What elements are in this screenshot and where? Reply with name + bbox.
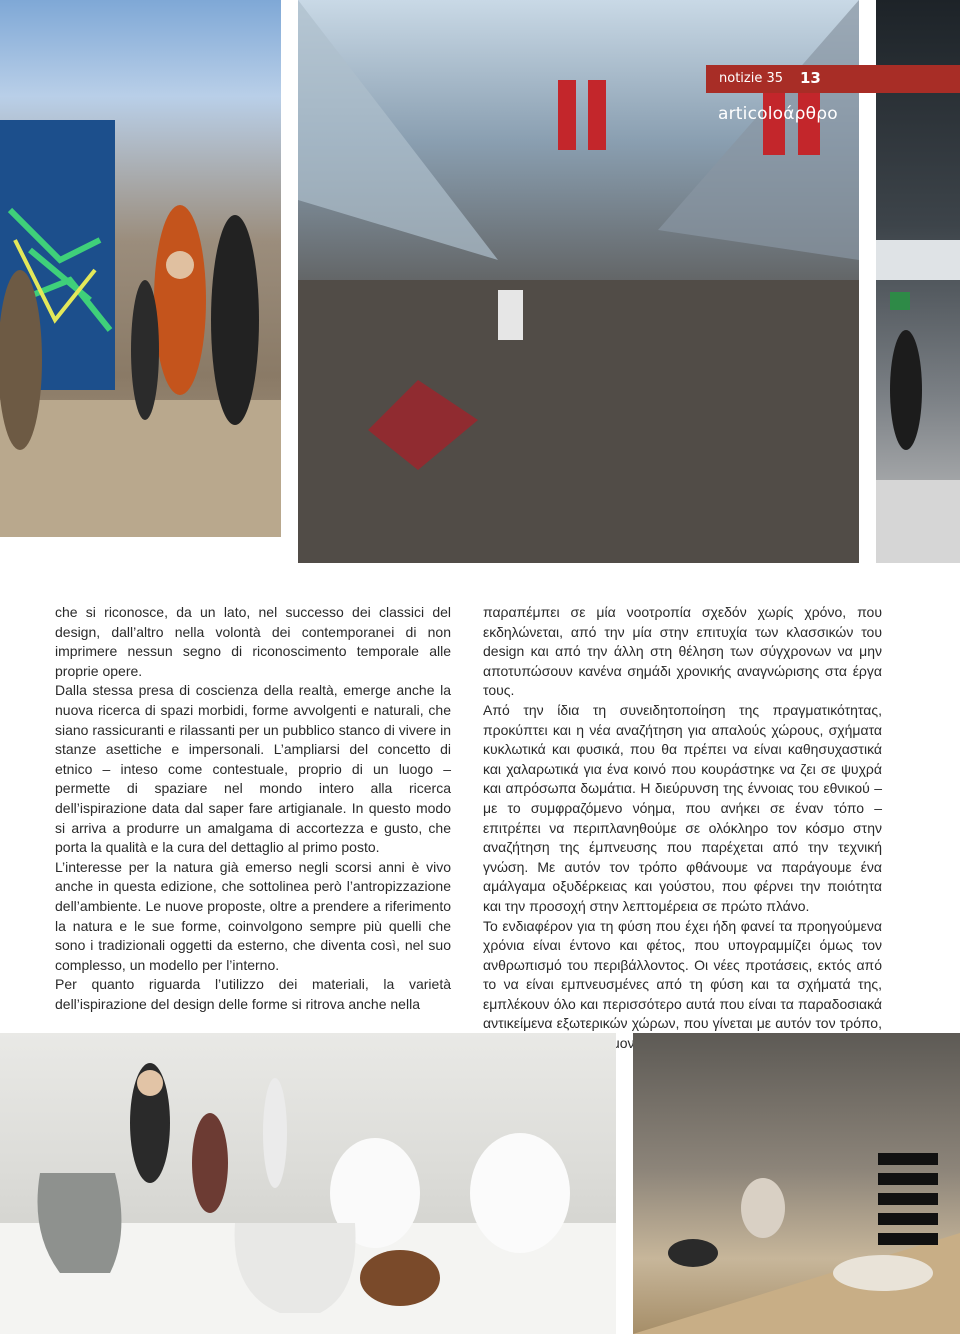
italian-paragraph: L’interesse per la natura già emerso negli scorsi anni è vivo anche in questa edizione, che sottolinea però l’antropizzazione dell’ambiente. Le nuove proposte, oltre a prendere a riferimento la natura e le sue forme, coinvolgono sempre più quelli che sono i tradizionali oggetti da esterno, che diventa così, nel suo complesso, un modello per l’interno. (55, 858, 451, 973)
greek-paragraph: παραπέμπει σε μία νοοτροπία σχεδόν χωρίς χρόνο, που εκδηλώνεται, από την μία στην επιτυχία των κλασσικών του design και από την άλλη στη θέληση των σύγχρονων να μην αποτυπώσουν κανένα σημάδι χρονικής αναγνώρισης στα έργα τους. (483, 604, 882, 699)
article-label: articoloάρθρο (718, 104, 838, 124)
article-italian-column (55, 603, 451, 1014)
page-number: 13 (800, 69, 821, 87)
italian-paragraph: Per quanto riguarda l’utilizzo dei materiali, la varietà dell’ispirazione del design delle forme si ritrova anche nella (55, 976, 451, 1012)
greek-paragraph: Από την ίδια τη συνειδητοποίηση της πραγματικότητας, προκύπτει και η νέα αναζήτηση για απαλούς χώρους, σχήματα κυκλωτικά και φυσικά, που θα πρέπει να είναι καθησυχαστικά και χαλαρωτικά για ένα κοινό που κουράστηκε να ζει σε ψυχρά και απρόσωπα δωμάτια. Η διεύρυνση της έννοιας του εθνικού – με το συμφραζόμενο νόημα, που ανήκει σε έναν τόπο – επιτρέπει να περιπλανηθούμε σε ολόκληρο τον κόσμο στην αναζήτηση της έμπνευσης που παρέχεται από την τεχνική γνώση. Με αυτόν τον τρόπο φθάνουμε να παράγουμε ένα αμάλγαμα οξυδέρκειας και γούστου, που φέρνει την ποιότητα και την προσοχή στην λεπτομέρεια σε πρώτο πλάνο. (483, 701, 882, 914)
photo-striped-ceramics (633, 1033, 960, 1334)
photo-striped-ceramics-graphic (633, 1033, 960, 1334)
header-section-label: notizie 35 (719, 71, 784, 86)
photo-white-vases-graphic (0, 1033, 616, 1334)
photo-visitors-signage (0, 0, 281, 537)
italian-paragraph: Dalla stessa presa di coscienza della realtà, emerge anche la nuova ricerca di spazi morbidi, forme avvolgenti e naturali, che siano rassicuranti e rilassanti per un pubblico stanco di vivere in stanze asettiche e impersonali. L’ampliarsi del concetto di etnico – inteso come contestuale, proprio di un luogo – permette di spaziare nel mondo intero alla ricerca dell’ispirazione data dal saper fare artigianale. In questo modo si arriva a produrre un amalgama di accortezza e gusto, che porta la qualità e la cura del dettaglio al primo posto. (55, 682, 451, 856)
article-greek-column (483, 603, 882, 1054)
photo-white-vases (0, 1033, 616, 1334)
italian-paragraph: che si riconosce, da un lato, nel successo dei classici del design, dall’altro nella volontà dei contemporanei di non imprimere nessun segno di riconoscimento temporale alle proprie opere. (55, 604, 451, 679)
photo-visitors-signage-graphic (0, 0, 281, 537)
greek-paragraph: Το ενδιαφέρον για τη φύση που έχει ήδη φανεί τα προηγούμενα χρόνια είναι έντονο και φέτος, που υπογραμμίζει όμως τον ανθρωπισμό του περιβάλλοντος. Οι νέες προτάσεις, εκτός από το να είναι εμπνευσμένες από τη φύση και τα σχήματά της, εμπλέκουν όλο και περισσότερο αυτά που είναι τα παραδοσιακά αντικείμενα εξωτερικών χώρων, που γίνεται με αυτόν τον τρόπο, (483, 917, 882, 1032)
